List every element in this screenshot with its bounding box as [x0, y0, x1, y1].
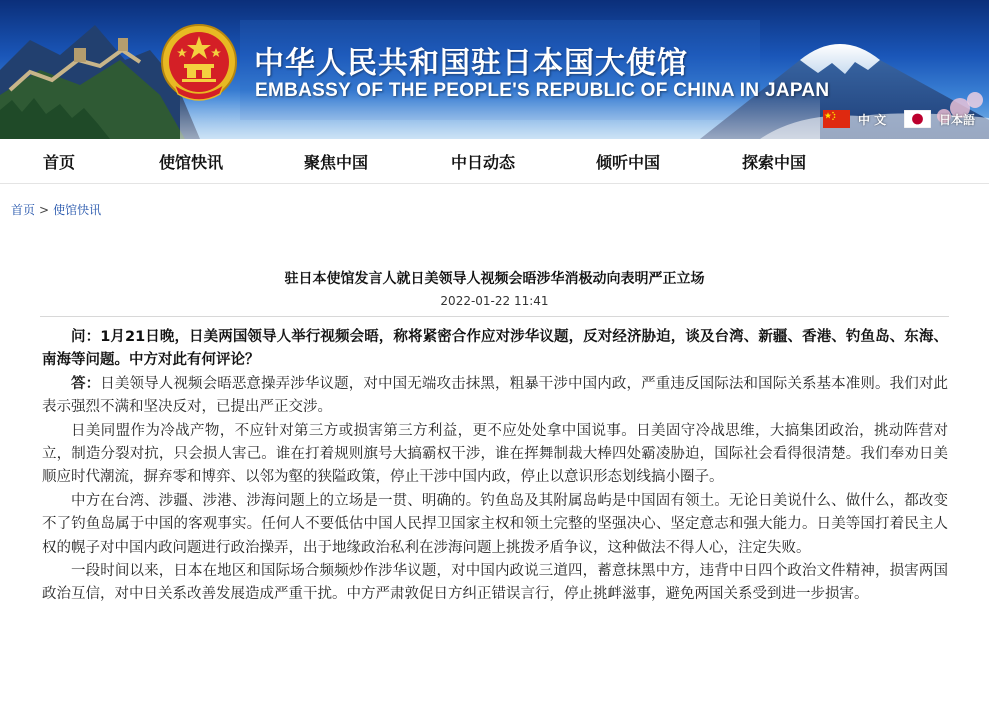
language-chinese-link[interactable] [823, 109, 886, 129]
china-flag-icon [823, 110, 850, 128]
article-question: 问：1月21日晚，日美两国领导人举行视频会晤，称将紧密合作应对涉华议题，反对经济胁迫，谈及台湾、新疆、香港、钓鱼岛、东海、南海等问题。中方对此有何评论？ [42, 329, 948, 369]
breadcrumb [11, 201, 101, 218]
article-paragraph: 一段时间以来，日本在地区和国际场合频频炒作涉华议题，对中国内政说三道四，蓄意抹黑中方，违背中日四个政治文件精神，损害两国政治互信，对中日关系改善发展造成严重干扰。中方严肃敦促日方纠正错误言行，停止挑衅滋事，避免两国关系受到进一步损害。 [42, 563, 948, 603]
article-answer [42, 373, 948, 420]
nav-item-home[interactable]: 首页 [43, 153, 76, 172]
article-paragraph: 日美同盟作为冷战产物，不应针对第三方或损害第三方利益，更不应处处拿中国说事。日美固守冷战思维，大搞集团政治，挑动阵营对立，制造分裂对抗，只会损人害己。谁在打着规则旗号大搞霸权干涉，谁在挥舞制裁大棒四处霸凌胁迫，国际社会看得很清楚。我们奉劝日美顺应时代潮流，摒弃零和博弈、以邻为壑的狭隘政策，停止干涉中国内政，停止以意识形态划线搞小圈子。 [42, 422, 948, 486]
nav-item-explore-china[interactable]: 探索中国 [742, 153, 807, 172]
article-body [42, 326, 948, 607]
national-emblem-icon [160, 22, 238, 104]
article-title: 驻日本使馆发言人就日美领导人视频会晤涉华消极动向表明严正立场 [284, 271, 705, 287]
answer-text: 日美领导人视频会晤恶意操弄涉华议题，对中国无端攻击抹黑，粗暴干涉中国内政，严重违反国际法和国际关系基本准则。我们对此表示强烈不满和坚决反对，已提出严正交涉。 [42, 375, 949, 416]
answer-label: 答： [71, 375, 101, 392]
header-banner [0, 0, 989, 139]
breadcrumb-separator: > [39, 203, 50, 217]
language-chinese-label: 中 文 [858, 112, 887, 127]
nav-item-listen-china[interactable]: 倾听中国 [596, 153, 661, 172]
main-navigation [0, 139, 989, 184]
article-date: 2022-01-22 11:41 [440, 294, 549, 308]
breadcrumb-current-link[interactable]: 使馆快讯 [53, 203, 102, 217]
language-japanese-link[interactable] [904, 109, 975, 129]
nav-item-china-japan[interactable]: 中日动态 [451, 153, 516, 172]
article-paragraph: 中方在台湾、涉疆、涉港、涉海问题上的立场是一贯、明确的。钓鱼岛及其附属岛屿是中国固有领土。无论日美说什么、做什么，都改变不了钓鱼岛属于中国的客观事实。任何人不要低估中国人民捍卫国家主权和领土完整的坚强决心、坚定意志和强大能力。日美等国打着民主人权的幌子对中国内政问题进行政治操弄，出于地缘政治私利在涉海问题上挑拨矛盾争议，这种做法不得人心，注定失败。 [42, 492, 948, 556]
breadcrumb-home-link[interactable]: 首页 [11, 203, 36, 217]
site-title-chinese: 中华人民共和国驻日本国大使馆 [254, 46, 688, 81]
nav-item-embassy-news[interactable]: 使馆快讯 [159, 153, 224, 172]
language-japanese-label: 日本語 [939, 112, 976, 127]
nav-item-focus-china[interactable]: 聚焦中国 [304, 153, 369, 172]
japan-flag-icon [904, 110, 931, 128]
title-divider [40, 316, 949, 317]
site-title-english: EMBASSY OF THE PEOPLE'S REPUBLIC OF CHINA IN JAPAN [255, 80, 830, 101]
